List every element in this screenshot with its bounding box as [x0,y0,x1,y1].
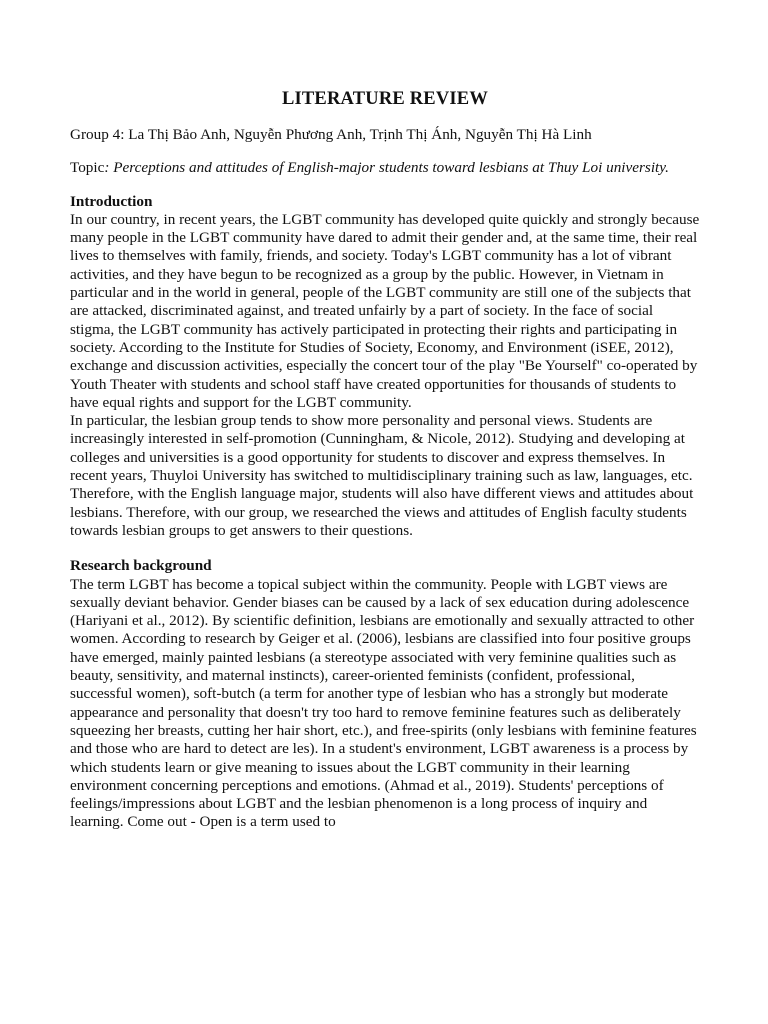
paragraph: The term LGBT has become a topical subject within the community. People with LGBT views are sexually deviant behavior. Gender biases can be caused by a lack of sex education during adolescence (Hariyani et al., 2012). By scientific definition, lesbians are emotionally and sexually attracted to other women. According to research by Geiger et al. (2006), lesbians are classified into four positive groups have emerged, mainly painted lesbians (a stereotype associated with very feminine qualities such as beauty, sensitivity, and maternal instincts), career-oriented feminists (confident, professional, successful women), soft-butch (a term for another type of lesbian who has a strongly but moderate appearance and personality that doesn't try too hard to remove feminine features such as deliberately squeezing her breasts, cutting her hair short, etc.), and free-spirits (only lesbians with feminine features and those who are hard to detect are les). In a student's environment, LGBT awareness is a process by which students learn or give meaning to issues about the LGBT community in their learning environment concerning perceptions and emotions. (Ahmad et al., 2019). Students' perceptions of feelings/impressions about LGBT and the lesbian phenomenon is a long process of inquiry and learning. Come out - Open is a term used to [70,575,697,831]
topic-line [70,159,700,177]
section-introduction [70,193,700,541]
document-page [70,88,700,832]
section-spacer [70,540,700,557]
page-title: LITERATURE REVIEW [281,89,489,109]
section-heading-research-background: Research background [70,557,212,575]
topic-label: Topic [70,159,105,177]
paragraph: In particular, the lesbian group tends to show more personality and personal views. Students are increasingly interested in self-promotion (Cunningham, & Nicole, 2012). Studying and developing at colleges and universities is a good opportunity for students to discover and express themselves. In recent years, Thuyloi University has switched to multidisciplinary training such as law, languages, etc. Therefore, with the English language major, students will also have different views and attitudes about lesbians. Therefore, with our group, we researched the views and attitudes of English faculty students towards lesbian groups to get answers to their questions. [70,412,694,539]
section-research-background [70,557,700,831]
paragraph: In our country, in recent years, the LGBT community has developed quite quickly and strongly because many people in the LGBT community have dared to admit their gender and, at the same time, their real lives to themselves with family, friends, and society. Today's LGBT community has a lot of vibrant activities, and they have begun to be recognized as a group by the public. However, in Vietnam in particular and in the world in general, people of the LGBT community are still one of the subjects that are attacked, discriminated against, and treated unfairly by a part of society. In the face of social stigma, the LGBT community has actively participated in protecting their rights and participating in society. According to the Institute for Studies of Society, Economy, and Environment (iSEE, 2012), exchange and discussion activities, especially the concert tour of the play "Be Yourself" co-operated by Youth Theater with students and school staff have created opportunities for thousands of students to have equal rights and support for the LGBT community. [70,210,700,411]
section-heading-introduction: Introduction [70,192,153,210]
topic-text: : Perceptions and attitudes of English-major students toward lesbians at Thuy Loi university. [104,159,669,177]
group-members-line: Group 4: La Thị Bảo Anh, Nguyễn Phương Anh, Trịnh Thị Ánh, Nguyễn Thị Hà Linh [70,126,592,143]
